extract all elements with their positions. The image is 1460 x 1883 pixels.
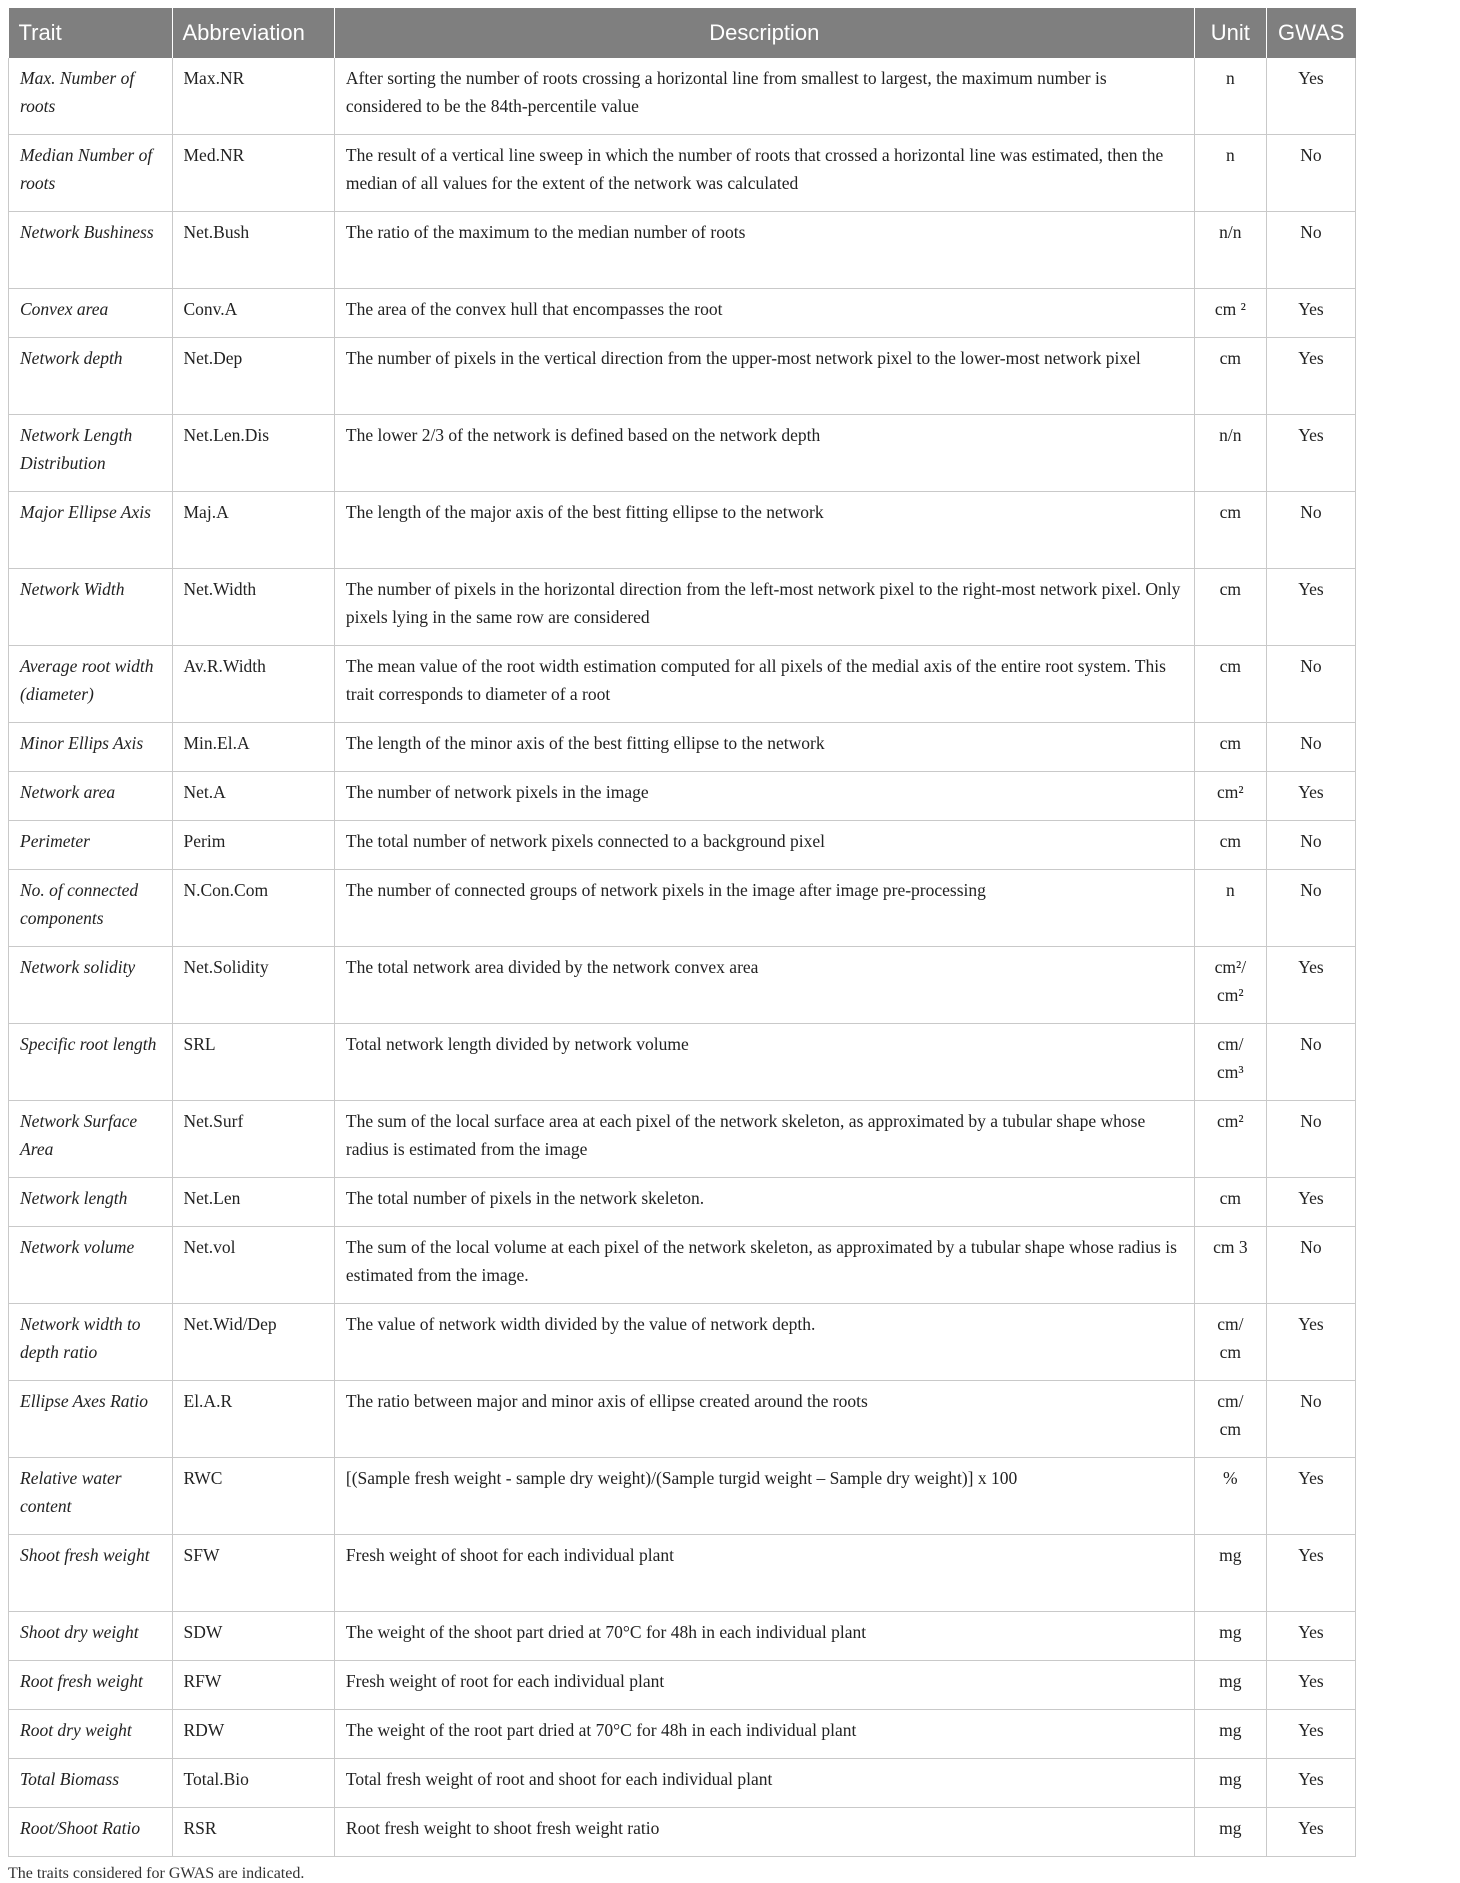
abbreviation-cell: N.Con.Com bbox=[172, 870, 334, 947]
description-cell: The weight of the shoot part dried at 70°C for 48h in each individual plant bbox=[334, 1612, 1194, 1661]
gwas-cell: Yes bbox=[1266, 289, 1355, 338]
description-cell: Total network length divided by network volume bbox=[334, 1024, 1194, 1101]
unit-cell: cm/ cm bbox=[1194, 1304, 1266, 1381]
gwas-cell: Yes bbox=[1266, 569, 1355, 646]
gwas-cell: No bbox=[1266, 492, 1355, 569]
table-row bbox=[9, 723, 1356, 772]
abbreviation-cell: Net.A bbox=[172, 772, 334, 821]
gwas-cell: Yes bbox=[1266, 338, 1355, 415]
unit-cell: cm bbox=[1194, 821, 1266, 870]
description-cell: The mean value of the root width estimation computed for all pixels of the medial axis of the entire root system. This trait corresponds to diameter of a root bbox=[334, 646, 1194, 723]
unit-cell: cm 3 bbox=[1194, 1227, 1266, 1304]
description-cell: The value of network width divided by the value of network depth. bbox=[334, 1304, 1194, 1381]
gwas-cell: No bbox=[1266, 821, 1355, 870]
trait-cell: Shoot dry weight bbox=[9, 1612, 173, 1661]
gwas-cell: No bbox=[1266, 1101, 1355, 1178]
table-container bbox=[8, 8, 1356, 1883]
gwas-cell: Yes bbox=[1266, 1178, 1355, 1227]
trait-cell: Network volume bbox=[9, 1227, 173, 1304]
trait-cell: Network Width bbox=[9, 569, 173, 646]
gwas-cell: Yes bbox=[1266, 1759, 1355, 1808]
abbreviation-cell: Net.Solidity bbox=[172, 947, 334, 1024]
gwas-cell: No bbox=[1266, 135, 1355, 212]
trait-cell: Network solidity bbox=[9, 947, 173, 1024]
gwas-cell: No bbox=[1266, 1024, 1355, 1101]
description-cell: The area of the convex hull that encompasses the root bbox=[334, 289, 1194, 338]
unit-cell: mg bbox=[1194, 1535, 1266, 1612]
gwas-cell: Yes bbox=[1266, 1458, 1355, 1535]
description-cell: The ratio between major and minor axis of ellipse created around the roots bbox=[334, 1381, 1194, 1458]
gwas-cell: Yes bbox=[1266, 58, 1355, 135]
abbreviation-cell: Min.El.A bbox=[172, 723, 334, 772]
description-cell: The number of pixels in the horizontal direction from the left-most network pixel to the right-most network pixel. Only pixels lying in the same row are considered bbox=[334, 569, 1194, 646]
unit-cell: mg bbox=[1194, 1808, 1266, 1857]
header-unit: Unit bbox=[1194, 8, 1266, 58]
trait-cell: No. of connected components bbox=[9, 870, 173, 947]
unit-cell: n/n bbox=[1194, 415, 1266, 492]
abbreviation-cell: RSR bbox=[172, 1808, 334, 1857]
table-row bbox=[9, 947, 1356, 1024]
gwas-cell: No bbox=[1266, 1227, 1355, 1304]
traits-table bbox=[8, 8, 1356, 1857]
abbreviation-cell: Net.Width bbox=[172, 569, 334, 646]
unit-cell: mg bbox=[1194, 1661, 1266, 1710]
trait-cell: Specific root length bbox=[9, 1024, 173, 1101]
unit-cell: mg bbox=[1194, 1710, 1266, 1759]
abbreviation-cell: Total.Bio bbox=[172, 1759, 334, 1808]
trait-cell: Root dry weight bbox=[9, 1710, 173, 1759]
abbreviation-cell: RFW bbox=[172, 1661, 334, 1710]
unit-cell: n/n bbox=[1194, 212, 1266, 289]
table-row bbox=[9, 338, 1356, 415]
table-row bbox=[9, 1304, 1356, 1381]
table-row bbox=[9, 646, 1356, 723]
trait-cell: Relative water content bbox=[9, 1458, 173, 1535]
gwas-cell: Yes bbox=[1266, 1710, 1355, 1759]
description-cell: The total network area divided by the network convex area bbox=[334, 947, 1194, 1024]
gwas-cell: Yes bbox=[1266, 772, 1355, 821]
unit-cell: cm bbox=[1194, 1178, 1266, 1227]
unit-cell: cm/ cm³ bbox=[1194, 1024, 1266, 1101]
gwas-cell: No bbox=[1266, 723, 1355, 772]
table-row bbox=[9, 1710, 1356, 1759]
unit-cell: n bbox=[1194, 135, 1266, 212]
unit-cell: n bbox=[1194, 58, 1266, 135]
header-row bbox=[9, 8, 1356, 58]
header-abbreviation: Abbreviation bbox=[172, 8, 334, 58]
table-row bbox=[9, 58, 1356, 135]
abbreviation-cell: RWC bbox=[172, 1458, 334, 1535]
abbreviation-cell: Max.NR bbox=[172, 58, 334, 135]
table-row bbox=[9, 289, 1356, 338]
description-cell: [(Sample fresh weight - sample dry weight)/(Sample turgid weight – Sample dry weight)] x 100 bbox=[334, 1458, 1194, 1535]
table-row bbox=[9, 492, 1356, 569]
trait-cell: Minor Ellips Axis bbox=[9, 723, 173, 772]
description-cell: The length of the minor axis of the best fitting ellipse to the network bbox=[334, 723, 1194, 772]
abbreviation-cell: Net.vol bbox=[172, 1227, 334, 1304]
trait-cell: Shoot fresh weight bbox=[9, 1535, 173, 1612]
trait-cell: Network width to depth ratio bbox=[9, 1304, 173, 1381]
trait-cell: Network Bushiness bbox=[9, 212, 173, 289]
table-row bbox=[9, 1024, 1356, 1101]
abbreviation-cell: Med.NR bbox=[172, 135, 334, 212]
abbreviation-cell: Perim bbox=[172, 821, 334, 870]
header-gwas: GWAS bbox=[1266, 8, 1355, 58]
table-row bbox=[9, 1227, 1356, 1304]
abbreviation-cell: Net.Wid/Dep bbox=[172, 1304, 334, 1381]
unit-cell: cm bbox=[1194, 646, 1266, 723]
unit-cell: cm ² bbox=[1194, 289, 1266, 338]
trait-cell: Perimeter bbox=[9, 821, 173, 870]
gwas-cell: Yes bbox=[1266, 1535, 1355, 1612]
description-cell: The sum of the local surface area at each pixel of the network skeleton, as approximated by a tubular shape whose radius is estimated from the image bbox=[334, 1101, 1194, 1178]
description-cell: The result of a vertical line sweep in which the number of roots that crossed a horizontal line was estimated, then the median of all values for the extent of the network was calculated bbox=[334, 135, 1194, 212]
abbreviation-cell: El.A.R bbox=[172, 1381, 334, 1458]
description-cell: The weight of the root part dried at 70°C for 48h in each individual plant bbox=[334, 1710, 1194, 1759]
trait-cell: Root/Shoot Ratio bbox=[9, 1808, 173, 1857]
description-cell: The number of network pixels in the image bbox=[334, 772, 1194, 821]
trait-cell: Max. Number of roots bbox=[9, 58, 173, 135]
unit-cell: cm bbox=[1194, 492, 1266, 569]
trait-cell: Ellipse Axes Ratio bbox=[9, 1381, 173, 1458]
trait-cell: Root fresh weight bbox=[9, 1661, 173, 1710]
table-row bbox=[9, 1612, 1356, 1661]
gwas-cell: Yes bbox=[1266, 415, 1355, 492]
description-cell: Root fresh weight to shoot fresh weight ratio bbox=[334, 1808, 1194, 1857]
table-row bbox=[9, 135, 1356, 212]
unit-cell: cm bbox=[1194, 569, 1266, 646]
unit-cell: mg bbox=[1194, 1759, 1266, 1808]
abbreviation-cell: Maj.A bbox=[172, 492, 334, 569]
unit-cell: cm bbox=[1194, 723, 1266, 772]
trait-cell: Network area bbox=[9, 772, 173, 821]
abbreviation-cell: Net.Surf bbox=[172, 1101, 334, 1178]
description-cell: The length of the major axis of the best fitting ellipse to the network bbox=[334, 492, 1194, 569]
trait-cell: Network depth bbox=[9, 338, 173, 415]
description-cell: Total fresh weight of root and shoot for each individual plant bbox=[334, 1759, 1194, 1808]
trait-cell: Average root width (diameter) bbox=[9, 646, 173, 723]
gwas-cell: Yes bbox=[1266, 1808, 1355, 1857]
unit-cell: cm²/ cm² bbox=[1194, 947, 1266, 1024]
abbreviation-cell: Conv.A bbox=[172, 289, 334, 338]
table-row bbox=[9, 772, 1356, 821]
unit-cell: % bbox=[1194, 1458, 1266, 1535]
table-row bbox=[9, 569, 1356, 646]
abbreviation-cell: RDW bbox=[172, 1710, 334, 1759]
unit-cell: cm² bbox=[1194, 1101, 1266, 1178]
description-cell: Fresh weight of root for each individual plant bbox=[334, 1661, 1194, 1710]
abbreviation-cell: SRL bbox=[172, 1024, 334, 1101]
description-cell: The ratio of the maximum to the median number of roots bbox=[334, 212, 1194, 289]
table-row bbox=[9, 1381, 1356, 1458]
abbreviation-cell: SDW bbox=[172, 1612, 334, 1661]
trait-cell: Total Biomass bbox=[9, 1759, 173, 1808]
table-row bbox=[9, 1808, 1356, 1857]
unit-cell: cm bbox=[1194, 338, 1266, 415]
trait-cell: Convex area bbox=[9, 289, 173, 338]
abbreviation-cell: Av.R.Width bbox=[172, 646, 334, 723]
gwas-cell: Yes bbox=[1266, 1661, 1355, 1710]
description-cell: The sum of the local volume at each pixel of the network skeleton, as approximated by a tubular shape whose radius is estimated from the image. bbox=[334, 1227, 1194, 1304]
gwas-cell: Yes bbox=[1266, 1304, 1355, 1381]
header-trait: Trait bbox=[9, 8, 173, 58]
table-row bbox=[9, 821, 1356, 870]
table-row bbox=[9, 1178, 1356, 1227]
abbreviation-cell: Net.Bush bbox=[172, 212, 334, 289]
trait-cell: Median Number of roots bbox=[9, 135, 173, 212]
gwas-cell: No bbox=[1266, 1381, 1355, 1458]
table-footnote: The traits considered for GWAS are indicated. bbox=[8, 1865, 305, 1882]
table-row bbox=[9, 870, 1356, 947]
abbreviation-cell: Net.Len bbox=[172, 1178, 334, 1227]
table-body bbox=[9, 58, 1356, 1857]
unit-cell: cm/ cm bbox=[1194, 1381, 1266, 1458]
table-row bbox=[9, 212, 1356, 289]
trait-cell: Major Ellipse Axis bbox=[9, 492, 173, 569]
description-cell: The total number of network pixels connected to a background pixel bbox=[334, 821, 1194, 870]
table-row bbox=[9, 1458, 1356, 1535]
unit-cell: mg bbox=[1194, 1612, 1266, 1661]
header-description: Description bbox=[334, 8, 1194, 58]
table-row bbox=[9, 1661, 1356, 1710]
description-cell: The total number of pixels in the network skeleton. bbox=[334, 1178, 1194, 1227]
table-row bbox=[9, 1535, 1356, 1612]
trait-cell: Network Length Distribution bbox=[9, 415, 173, 492]
trait-cell: Network Surface Area bbox=[9, 1101, 173, 1178]
description-cell: After sorting the number of roots crossing a horizontal line from smallest to largest, the maximum number is considered to be the 84th-percentile value bbox=[334, 58, 1194, 135]
abbreviation-cell: Net.Dep bbox=[172, 338, 334, 415]
gwas-cell: Yes bbox=[1266, 1612, 1355, 1661]
description-cell: The lower 2/3 of the network is defined based on the network depth bbox=[334, 415, 1194, 492]
gwas-cell: No bbox=[1266, 870, 1355, 947]
unit-cell: cm² bbox=[1194, 772, 1266, 821]
table-row bbox=[9, 1101, 1356, 1178]
description-cell: The number of pixels in the vertical direction from the upper-most network pixel to the lower-most network pixel bbox=[334, 338, 1194, 415]
abbreviation-cell: Net.Len.Dis bbox=[172, 415, 334, 492]
table-row bbox=[9, 1759, 1356, 1808]
unit-cell: n bbox=[1194, 870, 1266, 947]
gwas-cell: No bbox=[1266, 212, 1355, 289]
trait-cell: Network length bbox=[9, 1178, 173, 1227]
description-cell: The number of connected groups of network pixels in the image after image pre-processing bbox=[334, 870, 1194, 947]
gwas-cell: Yes bbox=[1266, 947, 1355, 1024]
abbreviation-cell: SFW bbox=[172, 1535, 334, 1612]
table-row bbox=[9, 415, 1356, 492]
gwas-cell: No bbox=[1266, 646, 1355, 723]
description-cell: Fresh weight of shoot for each individual plant bbox=[334, 1535, 1194, 1612]
